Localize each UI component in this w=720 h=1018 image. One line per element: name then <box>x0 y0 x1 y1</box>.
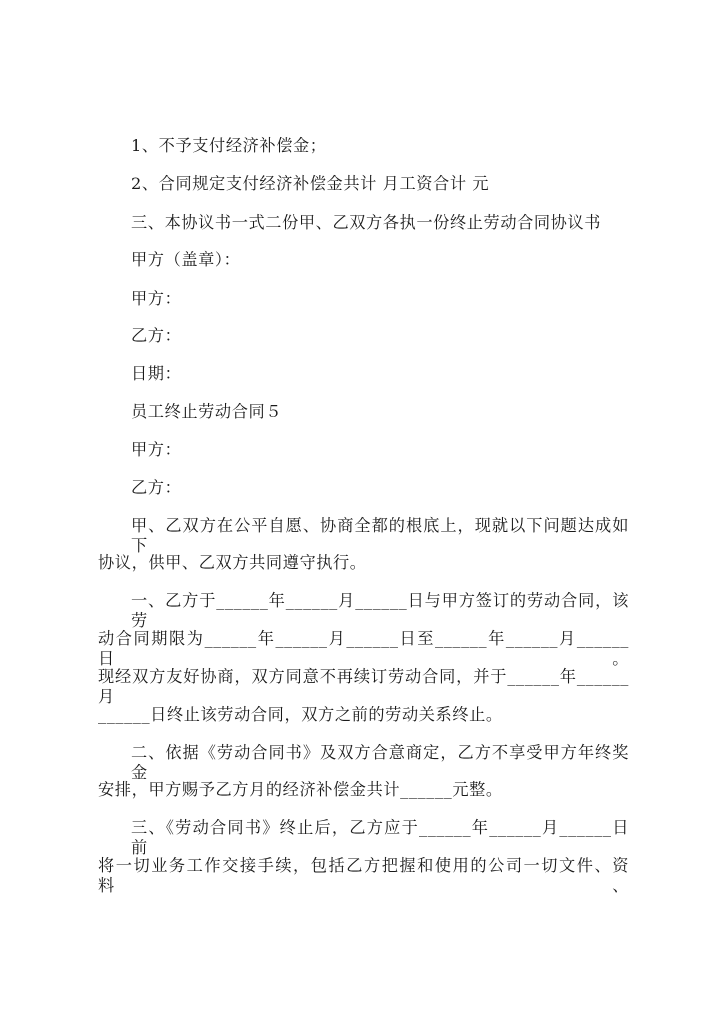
item-contract-compensation: 2、合同规定支付经济补偿金共计 月工资合计 元 <box>131 174 490 193</box>
party-a-seal-label: 甲方（盖章）： <box>131 250 241 269</box>
clause-three-line-2: 将一切业务工作交接手续，包括乙方把握和使用的公司一切文件、资料、 <box>98 856 629 895</box>
date-label: 日期： <box>131 364 182 383</box>
party-a-label-2: 甲方： <box>131 440 182 459</box>
intro-paragraph-line-1: 甲、乙双方在公平自愿、协商全都的根底上，现就以下问题达成如下 <box>131 516 629 555</box>
clause-one-line-3: 现经双方友好协商，双方同意不再续订劳动合同，并于______年______月 <box>98 667 629 706</box>
clause-three-line-1: 三、《劳动合同书》终止后，乙方应于______年______月______日前 <box>131 818 629 857</box>
party-b-label: 乙方： <box>131 326 182 345</box>
party-a-label: 甲方： <box>131 289 182 308</box>
intro-paragraph-line-2: 协议，供甲、乙双方共同遵守执行。 <box>98 553 367 572</box>
clause-two-line-1: 二、依据《劳动合同书》及双方合意商定，乙方不享受甲方年终奖金 <box>131 743 629 782</box>
clause-three-copies: 三、本协议书一式二份甲、乙双方各执一份终止劳动合同协议书 <box>131 213 602 232</box>
clause-two-line-2: 安排，甲方赐予乙方月的经济补偿金共计______元整。 <box>98 780 503 799</box>
clause-one-line-1: 一、乙方于______年______月______日与甲方签订的劳动合同，该劳 <box>131 591 629 630</box>
clause-one-line-4: ______日终止该劳动合同，双方之前的劳动关系终止。 <box>98 705 503 724</box>
clause-one-line-2: 动合同期限为______年______月______日至______年______月______日。 <box>98 629 629 668</box>
item-no-compensation: 1、不予支付经济补偿金； <box>131 136 327 155</box>
party-b-label-2: 乙方： <box>131 478 182 497</box>
section-title: 员工终止劳动合同５ <box>131 402 283 421</box>
